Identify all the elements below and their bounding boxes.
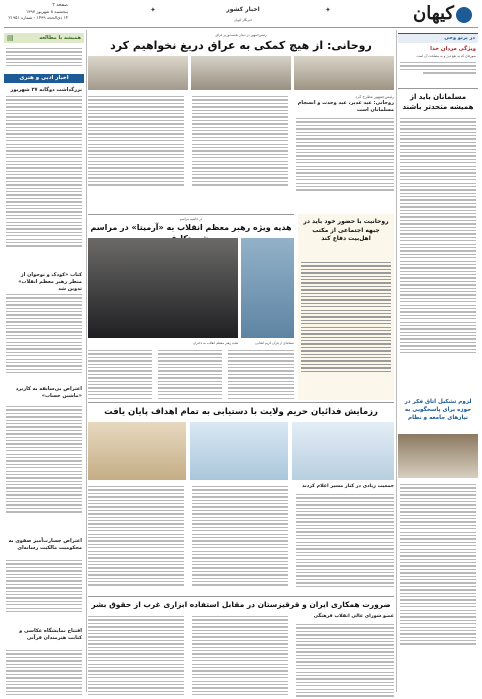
main-headline: روحانی: از هیچ کمکی به عراق دریغ نخواهیم کرد	[110, 39, 372, 52]
clerics-photo	[398, 434, 478, 478]
quran-photo	[241, 238, 294, 338]
gift-kicker: در حاشیه مراسم	[179, 217, 203, 221]
bottom-body-col	[296, 622, 394, 699]
bottom-headline: ضرورت همکاری ایران و قرقیزستان در مقابل استفاده ابزاری غرب از حقوق بشر	[91, 600, 391, 609]
main-kicker: رئیس‌جمهور در دیدار نخست‌وزیر عراق	[215, 33, 267, 37]
main-body-col	[192, 94, 288, 188]
book-icon: ▤	[7, 34, 14, 42]
military-body-col	[192, 484, 288, 588]
right-col-title: روحانیت با حضور خود باید در جبهه اجتماعی از مکتب اهل‌بیت دفاع کند	[303, 218, 389, 242]
column-rule	[396, 30, 397, 692]
masthead	[0, 0, 482, 30]
divider	[88, 402, 394, 403]
gift-caption: هدیه رهبر معظم انقلاب به دختران	[192, 341, 238, 345]
divider	[88, 214, 294, 215]
item3-title: اعتراض بی‌سابقه به کاربرد «ماشین حساب»	[15, 386, 82, 399]
drill-photo	[190, 422, 288, 480]
sidebar-right	[398, 30, 478, 692]
section-label: اخبار ادبی و هنری	[4, 74, 84, 83]
item1-body	[6, 94, 82, 249]
page-label: صفحه ۲	[52, 3, 68, 8]
sidebar-left	[4, 30, 84, 692]
logo-emblem-icon	[456, 7, 472, 23]
gift-headline: هدیه ویژه رهبر معظم انقلاب به «آرمیتا» در مراسم	[90, 223, 292, 232]
military-body-col	[88, 484, 184, 588]
box-label: همیشه با مطالعه	[39, 35, 81, 41]
drill-photo	[88, 422, 186, 480]
box-label-bar	[4, 33, 84, 43]
section-title: اخبار کشور	[226, 6, 260, 13]
quote-intro: سوره‌ای که به نفع دین و به مصلحت آن است	[416, 54, 476, 58]
middle-right-body	[296, 116, 394, 193]
quote-body	[400, 60, 476, 76]
masthead-rule	[4, 27, 478, 28]
column-rule	[86, 30, 87, 692]
right-col-box	[298, 214, 394, 400]
box-label: در پرتو وحی	[444, 35, 475, 41]
gift-body	[88, 348, 152, 401]
item3-body	[6, 404, 82, 515]
drill-photo	[292, 422, 394, 480]
main-content	[88, 30, 394, 692]
lower-body	[400, 482, 476, 647]
item1-title: بزرگداشت دوگانه ۲۷ شهریور	[10, 87, 82, 93]
item2-title: کتاب «کودک و نوجوان از منظر رهبر معظم انقلاب» تدوین شد	[18, 272, 82, 292]
item5-body	[6, 648, 82, 698]
right-col-body	[301, 260, 391, 374]
box-label-bar	[398, 33, 478, 43]
item4-title: اعتراض جسارت‌آمیز صفوی به محکومیت مالکیت رسانه‌ای	[8, 538, 82, 551]
issue-line: ۱۴ ذی‌الحجه ۱۴۳۹ - شماره ۲۱۹۵۱	[8, 15, 68, 20]
star-icon: ✦	[325, 6, 331, 14]
gift-body	[158, 348, 222, 401]
meeting-photo	[294, 56, 394, 90]
item4-body	[6, 558, 82, 614]
top-note: خبرنگار کیهان	[233, 18, 253, 22]
item5-title: افتتاح نمایشگاه عکاسی و کتابت هنرمندان قرآنی	[19, 628, 82, 641]
main-body-col	[88, 94, 184, 188]
logo-text: کیهان	[412, 3, 454, 24]
divider	[88, 596, 394, 597]
military-body-col	[296, 492, 394, 589]
article-body	[400, 116, 476, 355]
meeting-photo	[88, 56, 188, 90]
middle-right-title: روحانی: عید غدیر، عید وحدت و انسجام مسلمانان است	[297, 100, 394, 113]
lower-title: لزوم تشکیل اتاق فکر در حوزه برای پاسخگویی به نیازهای جامعه و نظام	[404, 399, 472, 421]
item2-body	[6, 292, 82, 375]
logo	[410, 3, 472, 27]
bottom-body-col	[192, 614, 288, 697]
quran-caption: نسخه‌ای از قرآن کریم اهدایی	[255, 341, 294, 345]
star-icon: ✦	[150, 6, 156, 14]
bottom-mid-title: عضو شورای عالی انقلاب فرهنگی	[313, 614, 394, 619]
meeting-photo	[191, 56, 291, 90]
date-line: پنجشنبه ۸ شهریور ۱۳۹۷	[26, 9, 68, 14]
military-headline: رزمایش فدائیان حریم ولایت با دستیابی به تمام اهداف پایان یافت	[104, 407, 378, 417]
box-body	[6, 46, 82, 68]
gift-body	[228, 348, 294, 401]
ceremony-photo	[88, 238, 238, 338]
divider	[398, 88, 478, 89]
right-mid-kicker: رئیس‌جمهور مطرح کرد	[355, 94, 394, 99]
bottom-right-title: جمعیت زیادی در کنار مسیر اعلام کردند	[302, 484, 394, 489]
quote-title: ویژگی مردان خدا	[430, 46, 476, 52]
article-title: مسلمانان باید از همیشه متحدتر باشند	[402, 93, 474, 111]
bottom-body-col	[88, 614, 184, 697]
